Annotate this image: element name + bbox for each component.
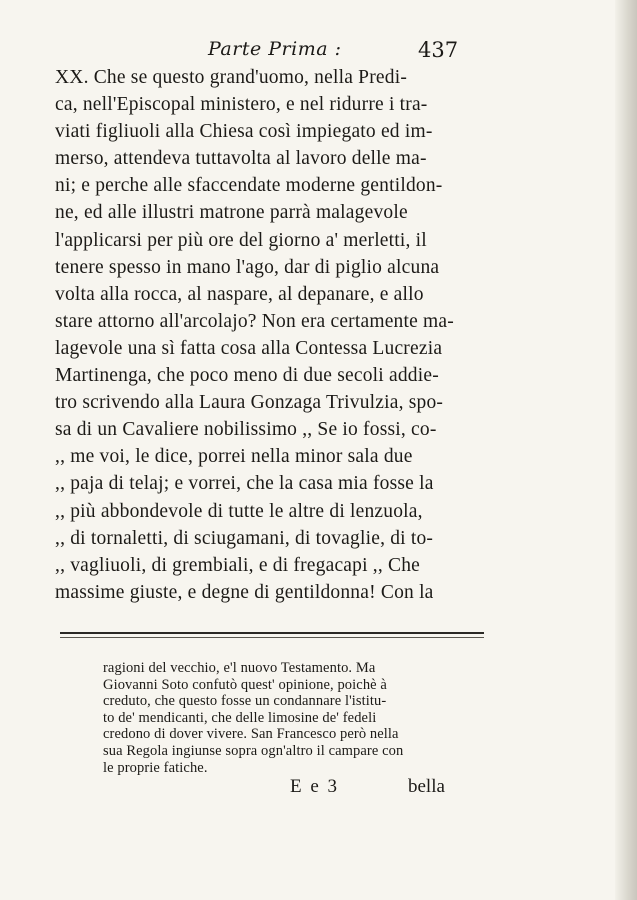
text-line: ,, paja di telaj; e vorrei, che la casa mia fosse la [55, 473, 434, 495]
footnote-line: credono di dover vivere. San Francesco però nella [103, 726, 399, 743]
catchword: bella [408, 776, 445, 797]
text-line: stare attorno all'arcolajo? Non era certamente ma- [55, 310, 454, 332]
page-number: 437 [418, 38, 459, 62]
footnote-line: to de' mendicanti, che delle limosine de' fedeli [103, 709, 377, 726]
page-footer [290, 776, 490, 802]
footnote-line: sua Regola ingiunse sopra ogn'altro il campare con [103, 742, 404, 759]
divider-rule-thick [60, 632, 484, 634]
footnote-line: Giovanni Soto confutò quest' opinione, poichè à [103, 676, 387, 693]
running-title: Parte Prima : [208, 38, 342, 60]
text-line: ,, di tornaletti, di sciugamani, di tovaglie, di to- [55, 527, 434, 549]
text-line: tro scrivendo alla Laura Gonzaga Trivulzia, spo- [55, 392, 444, 414]
footnote-divider [60, 628, 484, 642]
text-line: ,, più abbondevole di tutte le altre di lenzuola, [55, 500, 423, 522]
text-line: ne, ed alle illustri matrone parrà malagevole [55, 202, 408, 224]
text-line: ni; e perche alle sfaccendate moderne gentildon- [55, 175, 443, 197]
text-line: massime giuste, e degne di gentildonna! Con la [55, 581, 434, 603]
footnote-line: ragioni del vecchio, e'l nuovo Testamento. Ma [103, 660, 376, 676]
text-line: volta alla rocca, al naspare, al depanare, e allo [55, 283, 424, 305]
footnote-line: creduto, che questo fosse un condannare l'istitu- [103, 693, 387, 710]
text-line: ca, nell'Episcopal ministero, e nel ridurre i tra- [55, 94, 428, 116]
text-line: XX. Che se questo grand'uomo, nella Predi- [55, 67, 408, 88]
page-edge-shadow [615, 0, 637, 900]
text-line: sa di un Cavaliere nobilissimo ,, Se io fossi, co- [55, 419, 437, 441]
divider-rule-thin [60, 637, 484, 638]
text-line: ,, vagliuoli, di grembiali, e di fregacapi ,, Che [55, 554, 421, 576]
text-line: Martinenga, che poco meno di due secoli addie- [55, 365, 439, 387]
text-line: l'applicarsi per più ore del giorno a' merletti, il [55, 229, 427, 251]
text-line: lagevole una sì fatta cosa alla Contessa Lucrezia [55, 337, 443, 359]
text-line: viati figliuoli alla Chiesa così impiegato ed im- [55, 121, 433, 143]
footnote-line: le proprie fatiche. [103, 759, 208, 776]
text-line: tenere spesso in mano l'ago, dar di piglio alcuna [55, 256, 440, 278]
text-line: merso, attendeva tuttavolta al lavoro delle ma- [55, 148, 427, 170]
main-text-block [55, 64, 485, 606]
signature-mark: E e 3 [290, 776, 340, 797]
text-line: ,, me voi, le dice, porrei nella minor sala due [55, 446, 413, 468]
footnote-block [103, 660, 473, 776]
